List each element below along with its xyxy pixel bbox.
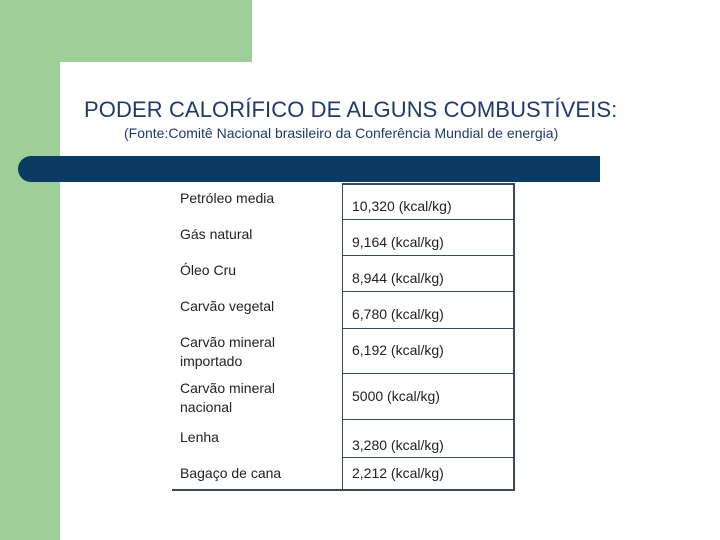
decorative-green-strip-top (0, 0, 252, 62)
slide-subtitle: (Fonte:Comitê Nacional brasileiro da Conferência Mundial de energia) (124, 125, 559, 141)
table-row (172, 291, 513, 328)
fuel-name: Bagaço de cana (180, 465, 282, 481)
fuel-name: Gás natural (180, 226, 253, 242)
table-row (172, 419, 513, 457)
slide-title: PODER CALORÍFICO DE ALGUNS COMBUSTÍVEIS: (84, 97, 618, 122)
fuel-value: 6,192 (kcal/kg) (352, 342, 444, 358)
table-row (172, 328, 513, 373)
table-row (172, 255, 513, 291)
fuel-value: 6,780 (kcal/kg) (352, 306, 444, 322)
decorative-green-strip-left (0, 0, 60, 540)
fuel-value: 8,944 (kcal/kg) (352, 270, 444, 286)
table-row (172, 183, 513, 219)
fuel-name: Carvão vegetal (180, 298, 275, 314)
fuel-value: 2,212 (kcal/kg) (352, 465, 444, 481)
fuel-value: 5000 (kcal/kg) (352, 388, 440, 404)
fuel-name: Óleo Cru (180, 262, 237, 278)
table-row (172, 457, 513, 489)
fuel-table (172, 183, 515, 491)
fuel-name: Carvão mineral importado (180, 334, 275, 369)
fuel-name: Petróleo media (180, 190, 275, 206)
fuel-name: Carvão mineral nacional (180, 380, 275, 415)
table-row (172, 373, 513, 419)
table-row (172, 219, 513, 255)
fuel-value: 9,164 (kcal/kg) (352, 234, 444, 250)
fuel-value: 10,320 (kcal/kg) (352, 198, 452, 214)
fuel-value: 3,280 (kcal/kg) (352, 437, 444, 453)
decorative-divider-bar (18, 156, 600, 182)
fuel-name: Lenha (180, 429, 219, 445)
